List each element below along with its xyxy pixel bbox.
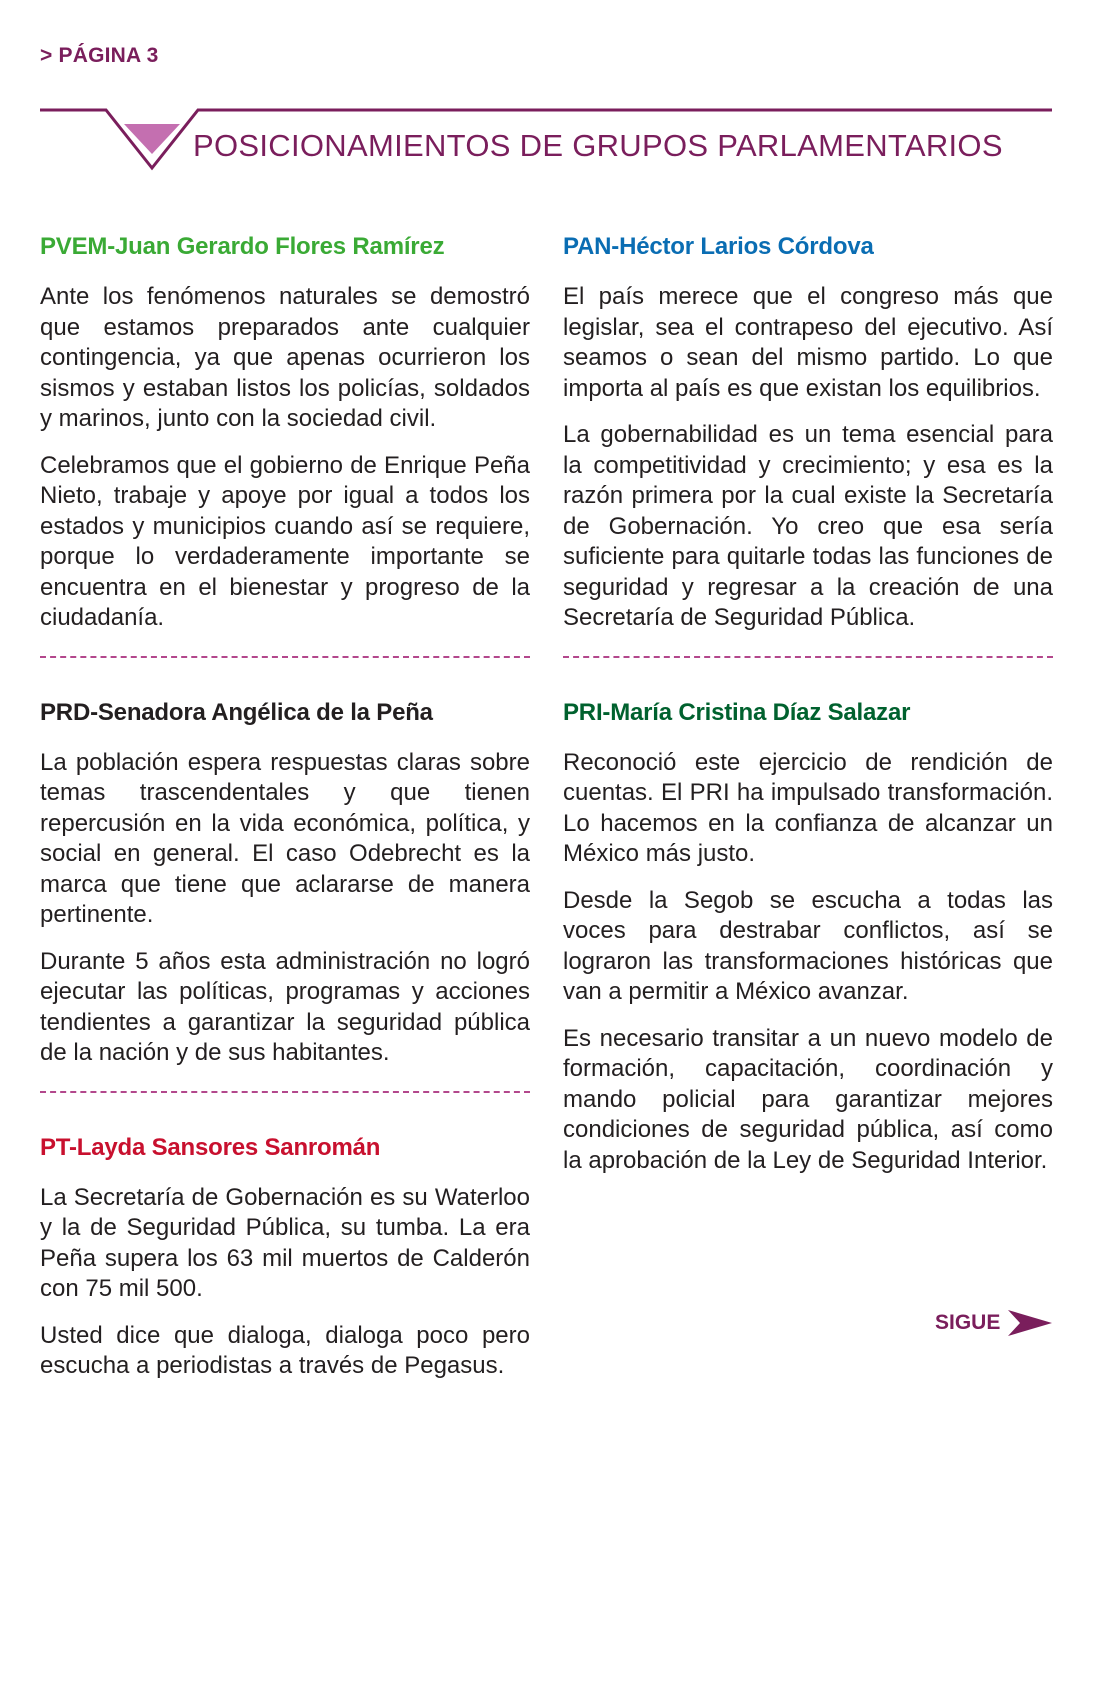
pan-paragraph-2: La gobernabilidad es un tema esencial para la competitividad y crecimiento; y esa es la razón primera por la cual existe la Secretaría de Gobernación. Yo creo que esa sería suficiente para quitarle todas las funciones de seguridad y regresar a la creación de una Secretaría de Seguridad Pública. xyxy=(563,421,1053,631)
dashed-divider xyxy=(40,656,530,658)
pan-section xyxy=(563,232,1053,634)
section-title: POSICIONAMIENTOS DE GRUPOS PARLAMENTARIOS xyxy=(193,128,1003,163)
prd-paragraph-2: Durante 5 años esta administración no logró ejecutar las políticas, programas y acciones tendientes a garantizar la seguridad pública de la nación y de sus habitantes. xyxy=(40,947,530,1066)
dashed-divider xyxy=(40,1091,530,1093)
pri-section xyxy=(563,698,1053,1177)
pt-paragraph-1: La Secretaría de Gobernación es su Waterloo y la de Seguridad Pública, su tumba. La era Peña supera los 63 mil muertos de Calderón con 75 mil 500. xyxy=(40,1183,530,1302)
triangle-marker-icon xyxy=(124,124,180,154)
dashed-divider xyxy=(563,656,1053,658)
pt-heading: PT-Layda Sansores Sanromán xyxy=(40,1133,381,1161)
pri-paragraph-3: Es necesario transitar a un nuevo modelo de formación, capacitación, coordinación y mando policial para garantizar mejores condiciones de seguridad pública, así como la aprobación de la Ley de Seguridad Interior. xyxy=(563,1024,1053,1174)
prd-paragraph-1: La población espera respuestas claras sobre temas trascendentales y que tienen repercusión en la vida económica, política, y social en general. El caso Odebrecht es la marca que tiene que aclararse de manera pertinente. xyxy=(40,748,530,928)
pvem-heading: PVEM-Juan Gerardo Flores Ramírez xyxy=(40,233,445,260)
left-column xyxy=(40,232,530,1398)
pri-paragraph-2: Desde la Segob se escucha a todas las voces para destrabar conflictos, así se lograron las transformaciones históricas que van a permitir a México avanzar. xyxy=(563,886,1053,1005)
pri-paragraph-1: Reconoció este ejercicio de rendición de cuentas. El PRI ha impulsado transformación. Lo hacemos en la confianza de alcanzar un México más justo. xyxy=(563,748,1053,867)
pvem-section xyxy=(40,232,530,634)
sigue-label: SIGUE xyxy=(935,1311,1001,1334)
pan-paragraph-1: El país merece que el congreso más que legislar, sea el contrapeso del ejecutivo. Así seamos o sean del mismo partido. Lo que importa al país es que existan los equilibrios. xyxy=(563,283,1053,402)
pt-section xyxy=(40,1133,530,1382)
pri-heading: PRI-María Cristina Díaz Salazar xyxy=(563,698,911,726)
page-indicator: > PÁGINA 3 xyxy=(40,44,159,67)
prd-heading: PRD-Senadora Angélica de la Peña xyxy=(40,698,433,726)
pan-heading: PAN-Héctor Larios Córdova xyxy=(563,233,874,260)
prd-section xyxy=(40,698,530,1069)
sigue-link[interactable] xyxy=(935,1308,1052,1338)
pvem-paragraph-2: Celebramos que el gobierno de Enrique Peña Nieto, trabaje y apoye por igual a todos los estados y municipios cuando así se requiere, porque lo verdaderamente importante se encuentra en el bienestar y progreso de la ciudadanía. xyxy=(40,451,530,631)
pt-paragraph-2: Usted dice que dialoga, dialoga poco pero escucha a periodistas a través de Pegasus. xyxy=(40,1321,530,1379)
pvem-paragraph-1: Ante los fenómenos naturales se demostró que estamos preparados ante cualquier contingencia, ya que apenas ocurrieron los sismos y estaban listos los policías, soldados y marinos, junto con la sociedad civil. xyxy=(40,283,530,432)
right-column xyxy=(563,232,1053,1192)
arrow-right-icon xyxy=(1008,1308,1052,1338)
